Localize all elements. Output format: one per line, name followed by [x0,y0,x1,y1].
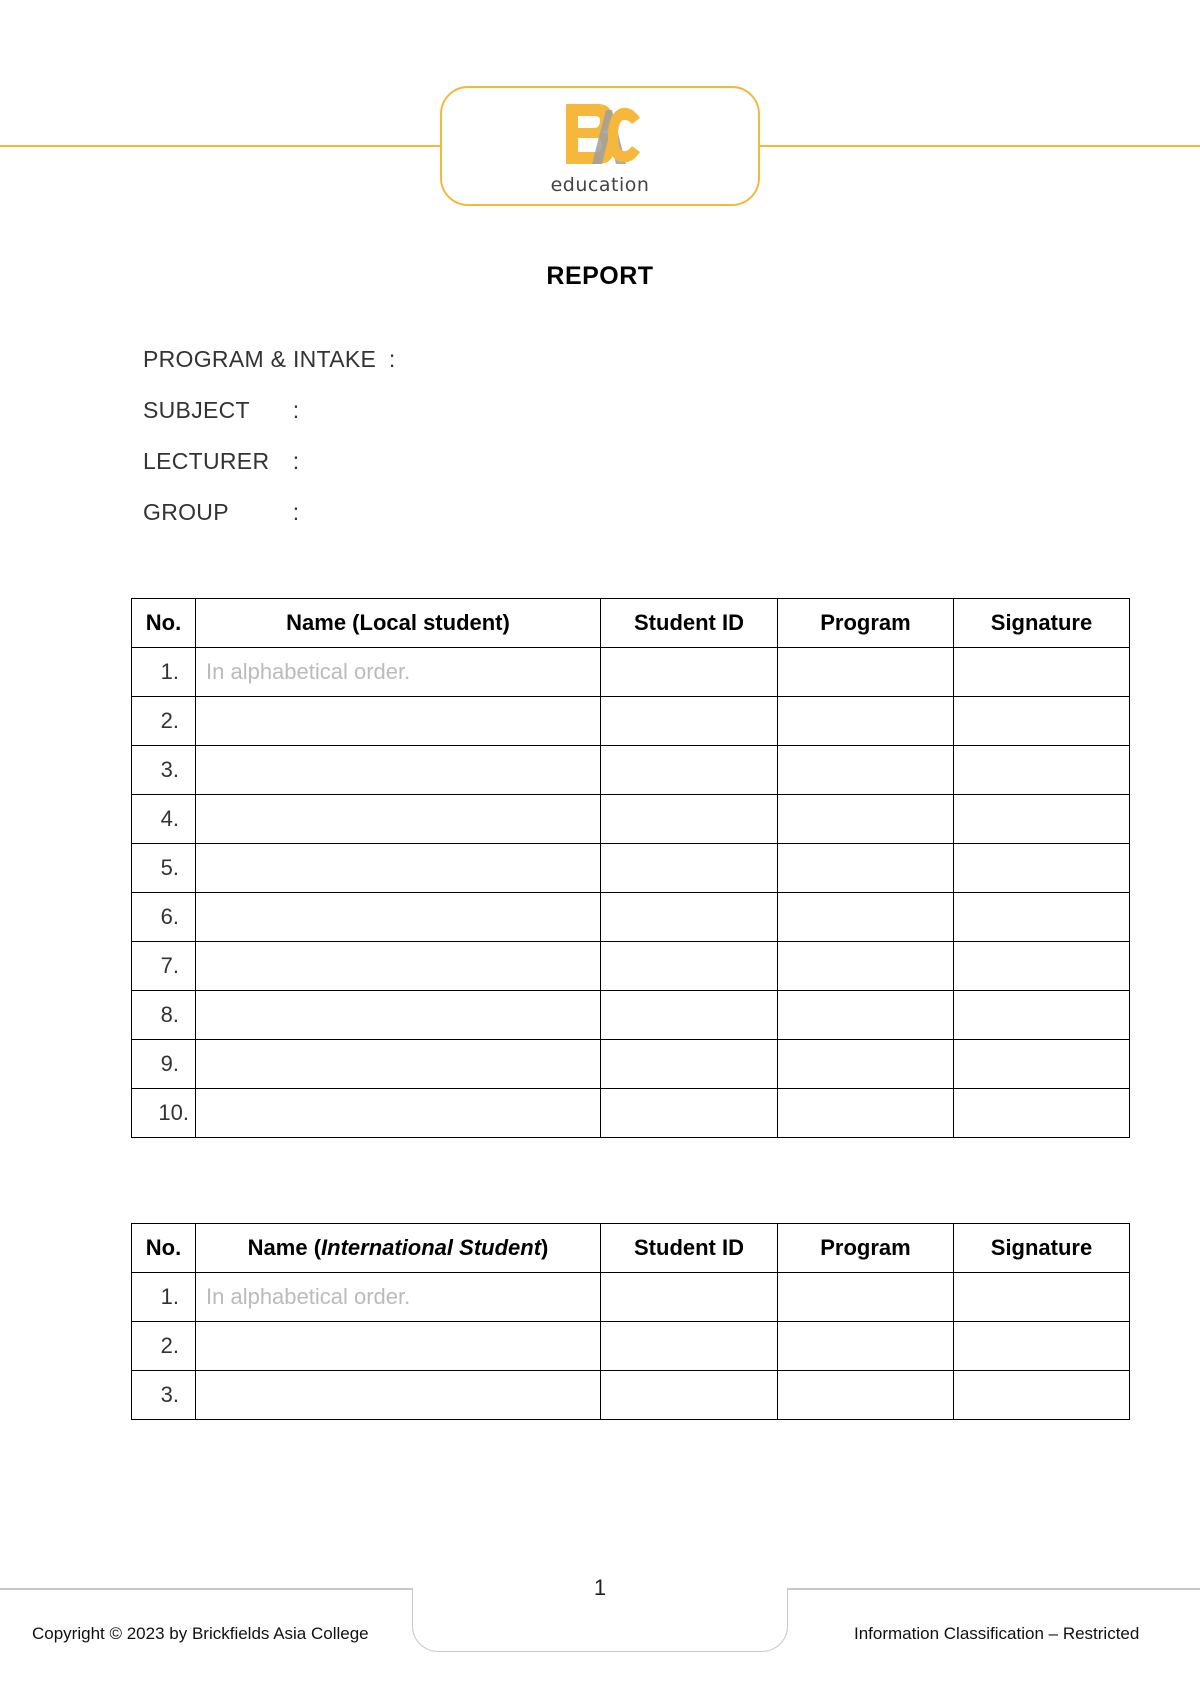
student-id-cell[interactable] [601,648,778,697]
row-number: 1. [132,648,196,697]
table-row [132,1371,1130,1420]
program-cell[interactable] [778,648,954,697]
student-id-cell[interactable] [601,844,778,893]
program-cell[interactable] [778,991,954,1040]
row-number: 3. [132,1371,196,1420]
signature-cell[interactable] [954,1040,1130,1089]
field-group [143,499,299,526]
student-id-cell[interactable] [601,1322,778,1371]
table-row [132,1040,1130,1089]
row-number: 9. [132,1040,196,1089]
program-cell[interactable] [778,697,954,746]
header-program: Program [778,1224,954,1273]
table-row [132,1089,1130,1138]
program-cell[interactable] [778,1322,954,1371]
field-colon: : [292,397,300,423]
signature-cell[interactable] [954,1371,1130,1420]
name-cell[interactable] [196,746,601,795]
student-id-cell[interactable] [601,1273,778,1322]
table-row [132,942,1130,991]
signature-cell[interactable] [954,648,1130,697]
student-id-cell[interactable] [601,1089,778,1138]
row-number: 6. [132,893,196,942]
signature-cell[interactable] [954,893,1130,942]
signature-cell[interactable] [954,991,1130,1040]
field-lecturer [143,448,299,475]
signature-cell[interactable] [954,1089,1130,1138]
table-row [132,746,1130,795]
local-student-table [131,598,1130,1138]
footer-classification: Information Classification – Restricted [854,1624,1140,1643]
header-name-italic: International Student [321,1235,542,1260]
table-row [132,1322,1130,1371]
header-signature: Signature [954,1224,1130,1273]
header-no: No. [132,1224,196,1273]
student-id-cell[interactable] [601,1040,778,1089]
footer-rule-left [0,1588,413,1590]
field-label: PROGRAM & INTAKE [143,346,377,372]
signature-cell[interactable] [954,1322,1130,1371]
table-header-row [132,599,1130,648]
student-id-cell[interactable] [601,893,778,942]
table-row [132,648,1130,697]
header-student-id: Student ID [601,1224,778,1273]
header-name: Name (Local student) [196,599,601,648]
program-cell[interactable] [778,1089,954,1138]
page-title: REPORT [546,262,654,290]
signature-cell[interactable] [954,746,1130,795]
header-signature: Signature [954,599,1130,648]
signature-cell[interactable] [954,1273,1130,1322]
signature-cell[interactable] [954,942,1130,991]
row-number: 7. [132,942,196,991]
row-number: 2. [132,1322,196,1371]
table-row [132,893,1130,942]
table-row [132,697,1130,746]
international-student-table [131,1223,1130,1420]
field-colon: : [292,448,300,474]
program-cell[interactable] [778,1371,954,1420]
table-row [132,991,1130,1040]
header-student-id: Student ID [601,599,778,648]
header-name-suffix: ) [541,1235,549,1260]
name-cell[interactable]: In alphabetical order. [196,648,601,697]
field-label: SUBJECT [143,397,250,423]
header-rule-left [0,145,441,147]
field-subject [143,397,299,424]
logo-wordmark: education [550,174,650,196]
name-cell[interactable]: In alphabetical order. [196,1273,601,1322]
name-cell[interactable] [196,893,601,942]
student-id-cell[interactable] [601,746,778,795]
field-colon: : [292,499,300,525]
program-cell[interactable] [778,795,954,844]
name-cell[interactable] [196,942,601,991]
name-cell[interactable] [196,1322,601,1371]
header-program: Program [778,599,954,648]
page-number: 1 [593,1575,607,1600]
header-name-prefix: Name ( [247,1235,322,1260]
name-cell[interactable] [196,991,601,1040]
name-cell[interactable] [196,844,601,893]
row-number: 10. [132,1089,196,1138]
row-number: 8. [132,991,196,1040]
signature-cell[interactable] [954,697,1130,746]
student-id-cell[interactable] [601,991,778,1040]
row-number: 3. [132,746,196,795]
logo-frame [440,86,760,206]
student-id-cell[interactable] [601,1371,778,1420]
program-cell[interactable] [778,1273,954,1322]
table-row [132,844,1130,893]
student-id-cell[interactable] [601,795,778,844]
header-no: No. [132,599,196,648]
header-rule-right [759,145,1200,147]
program-cell[interactable] [778,893,954,942]
program-cell[interactable] [778,1040,954,1089]
table-header-row [132,1224,1130,1273]
student-id-cell[interactable] [601,697,778,746]
field-label: LECTURER [143,448,270,474]
name-cell[interactable] [196,1089,601,1138]
field-label: GROUP [143,499,229,525]
student-id-cell[interactable] [601,942,778,991]
header-name [196,1224,601,1273]
name-cell[interactable] [196,795,601,844]
field-colon: : [388,346,396,372]
field-program-intake [143,346,396,373]
footer-tab [412,1588,788,1652]
row-number: 5. [132,844,196,893]
signature-cell[interactable] [954,795,1130,844]
bac-logo-icon [562,100,642,170]
name-cell[interactable] [196,1371,601,1420]
footer-rule-right [787,1588,1200,1590]
program-cell[interactable] [778,746,954,795]
program-cell[interactable] [778,942,954,991]
program-cell[interactable] [778,844,954,893]
row-number: 2. [132,697,196,746]
signature-cell[interactable] [954,844,1130,893]
footer-copyright: Copyright © 2023 by Brickfields Asia College [32,1624,369,1643]
table-row [132,795,1130,844]
row-number: 1. [132,1273,196,1322]
name-cell[interactable] [196,697,601,746]
row-number: 4. [132,795,196,844]
name-cell[interactable] [196,1040,601,1089]
table-row [132,1273,1130,1322]
